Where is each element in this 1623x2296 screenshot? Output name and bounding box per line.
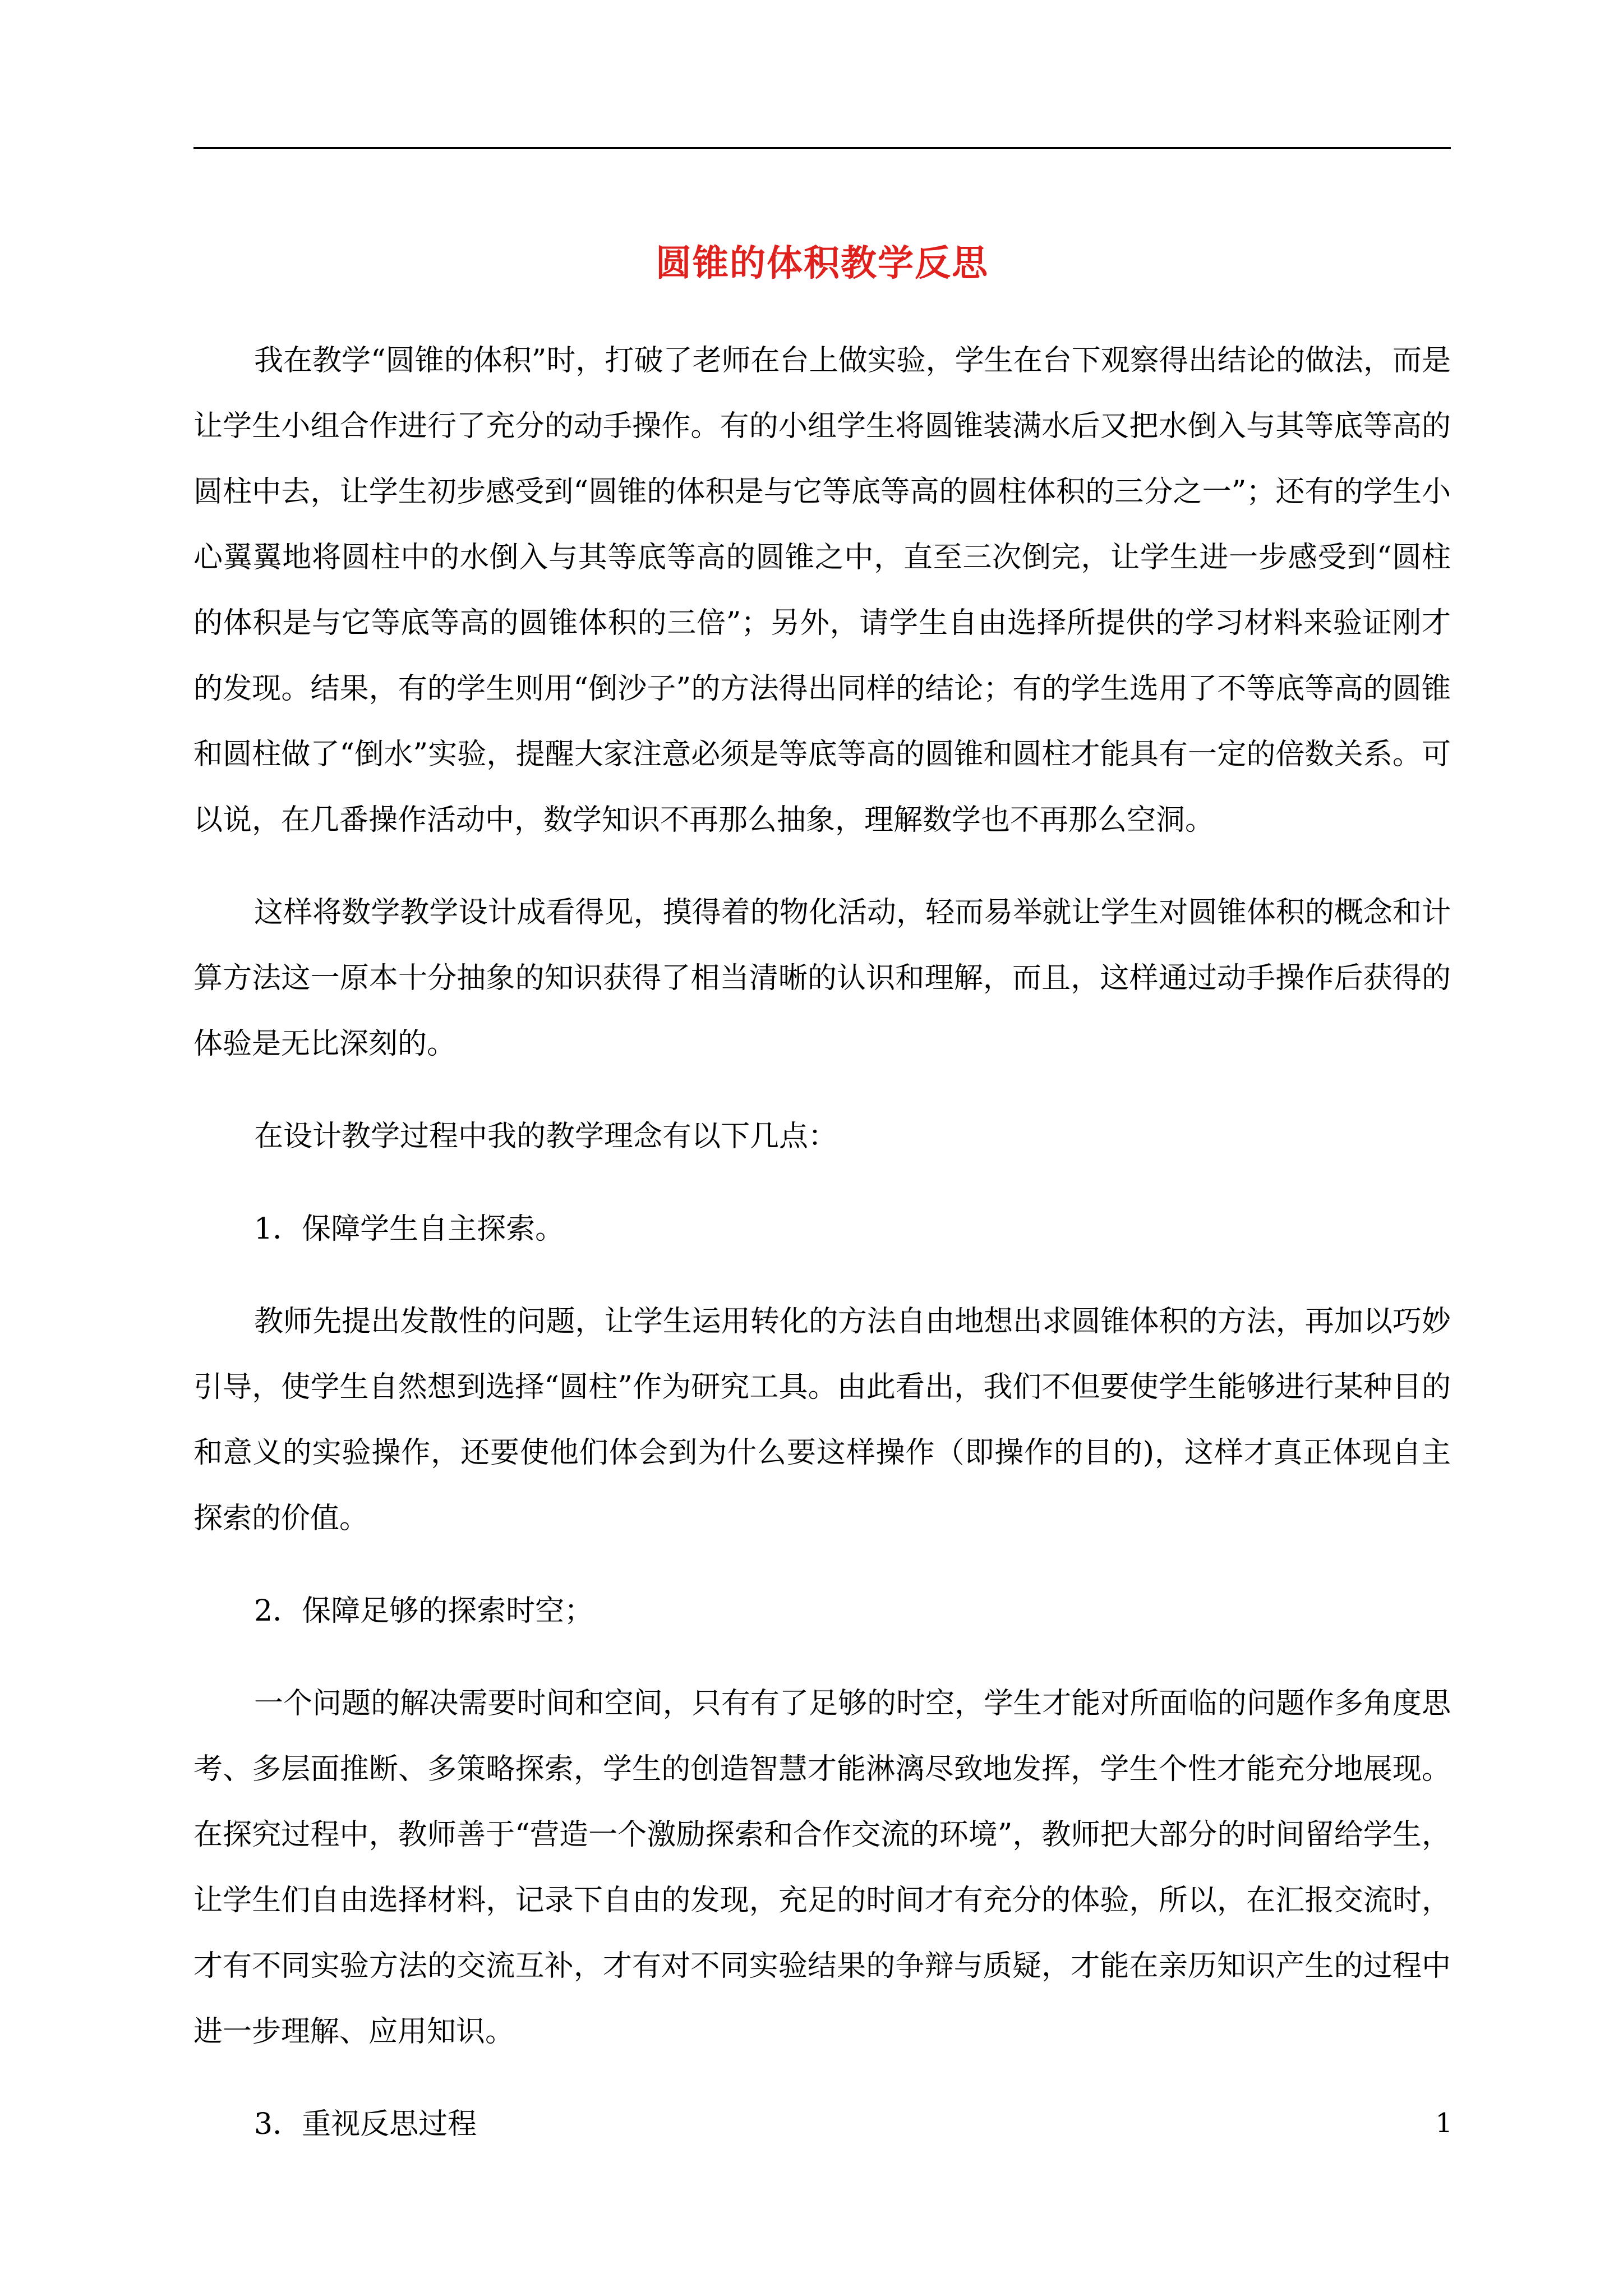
document-body bbox=[193, 328, 1451, 2157]
document-title: 圆锥的体积教学反思 bbox=[656, 242, 989, 284]
paragraph-summary: 这样将数学教学设计成看得见，摸得着的物化活动，轻而易举就让学生对圆锥体积的概念和计算方法这一原本十分抽象的知识获得了相当清晰的认识和理解，而且，这样通过动手操作后获得的体验是无比深刻的。 bbox=[193, 896, 1451, 1061]
page-number: 1 bbox=[1435, 2108, 1453, 2139]
paragraph-point-2: 一个问题的解决需要时间和空间，只有有了足够的时空，学生才能对所面临的问题作多角度思考、多层面推断、多策略探索，学生的创造智慧才能淋漓尽致地发挥，学生个性才能充分地展现。在探究过程中，教师善于“营造一个激励探索和合作交流的环境”，教师把大部分的时间留给学生，让学生们自由选择材料，记录下自由的发现，充足的时间才有充分的体验，所以，在汇报交流时，才有不同实验方法的交流互补，才有对不同实验结果的争辩与质疑，才能在亲历知识产生的过程中进一步理解、应用知识。 bbox=[193, 1687, 1451, 2049]
header-rule bbox=[193, 147, 1451, 149]
paragraph-ideas-lead: 在设计教学过程中我的教学理念有以下几点： bbox=[254, 1120, 838, 1153]
paragraph-point-1: 教师先提出发散性的问题，让学生运用转化的方法自由地想出求圆锥体积的方法，再加以巧妙引导，使学生自然想到选择“圆柱”作为研究工具。由此看出，我们不但要使学生能够进行某种目的和意义的实验操作，还要使他们体会到为什么要这样操作（即操作的目的)，这样才真正体现自主探索的价值。 bbox=[193, 1305, 1451, 1535]
heading-point-2: 2．保障足够的探索时空； bbox=[254, 1594, 594, 1628]
heading-point-1: 1．保障学生自主探索。 bbox=[254, 1212, 565, 1246]
heading-point-3: 3．重视反思过程 bbox=[254, 2108, 477, 2141]
paragraph-intro: 我在教学“圆锥的体积”时，打破了老师在台上做实验，学生在台下观察得出结论的做法，而是让学生小组合作进行了充分的动手操作。有的小组学生将圆锥装满水后又把水倒入与其等底等高的圆柱中去，让学生初步感受到“圆锥的体积是与它等底等高的圆柱体积的三分之一”；还有的学生小心翼翼地将圆柱中的水倒入与其等底等高的圆锥之中，直至三次倒完，让学生进一步感受到“圆柱的体积是与它等底等高的圆锥体积的三倍”；另外，请学生自由选择所提供的学习材料来验证刚才的发现。结果，有的学生则用“倒沙子”的方法得出同样的结论；有的学生选用了不等底等高的圆锥和圆柱做了“倒水”实验，提醒大家注意必须是等底等高的圆锥和圆柱才能具有一定的倍数关系。可以说，在几番操作活动中，数学知识不再那么抽象，理解数学也不再那么空洞。 bbox=[193, 344, 1451, 837]
